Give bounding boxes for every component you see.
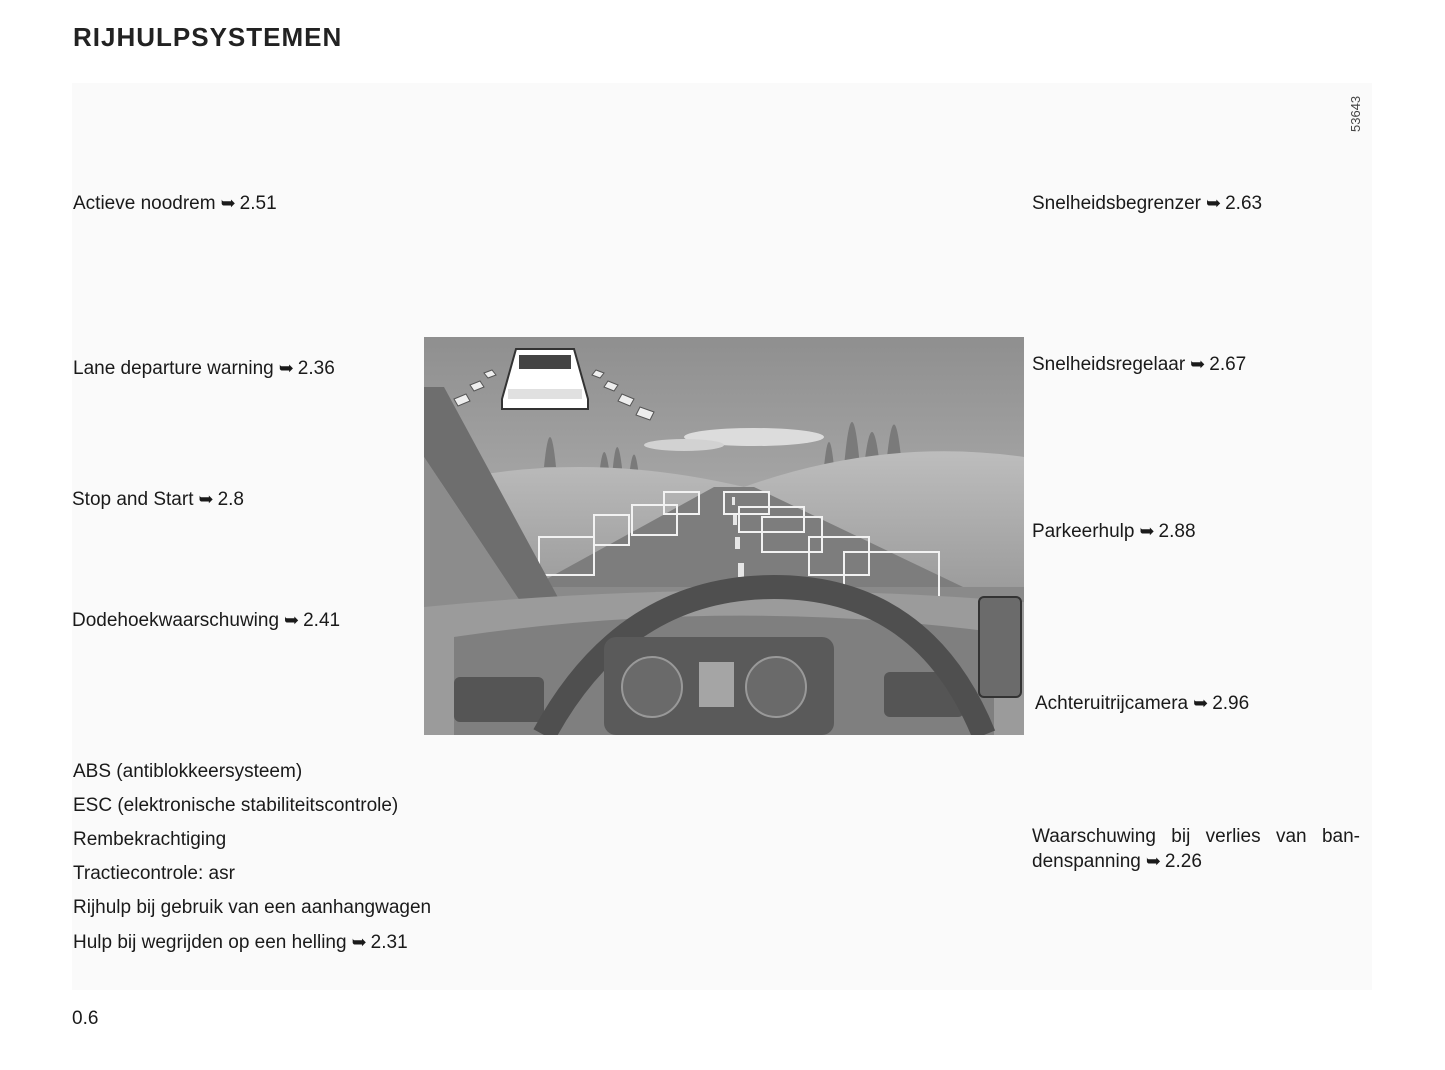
speedometer: [622, 657, 682, 717]
car-icon: [502, 349, 588, 409]
systems-list: [73, 755, 431, 960]
callout-label-line1: Waarschuwing bij verlies van ban-: [1032, 826, 1360, 847]
callout-page-ref: 2.41: [303, 610, 341, 631]
callout-label: Lane departure warning: [73, 358, 274, 379]
list-item: ABS (antiblokkeersysteem): [73, 761, 303, 782]
multimedia-screen: [979, 597, 1021, 697]
callout-lane-departure-warning[interactable]: [73, 358, 335, 380]
callout-active-emergency-brake[interactable]: [73, 193, 277, 215]
see-page-arrow-icon: ➥: [1206, 193, 1222, 213]
callout-page-ref: 2.26: [1164, 851, 1202, 872]
see-page-arrow-icon: ➥: [198, 489, 214, 509]
list-item: Rijhulp bij gebruik van een aanhangwagen: [73, 897, 432, 918]
callout-reversing-camera[interactable]: [1035, 693, 1249, 715]
callout-page-ref: 2.96: [1212, 693, 1250, 714]
callout-page-ref: 2.88: [1158, 521, 1196, 542]
callout-label-line2: denspanning: [1032, 851, 1141, 872]
callout-label: Parkeerhulp: [1032, 521, 1135, 542]
air-vent: [454, 677, 544, 722]
callout-label: Stop and Start: [72, 489, 194, 510]
callout-label: Dodehoekwaarschuwing: [72, 610, 280, 631]
callout-page-ref: 2.31: [370, 932, 408, 953]
callout-cruise-control[interactable]: [1032, 354, 1246, 376]
list-item: Rembekrachtiging: [73, 829, 227, 850]
cluster-display: [699, 662, 734, 707]
page-title: RIJHULPSYSTEMEN: [73, 22, 343, 52]
see-page-arrow-icon: ➥: [351, 932, 367, 952]
cloud: [644, 439, 724, 451]
callout-label: Achteruitrijcamera: [1035, 693, 1189, 714]
list-item-label: Hulp bij wegrijden op een helling: [73, 932, 347, 953]
tachometer: [746, 657, 806, 717]
callout-page-ref: 2.63: [1225, 193, 1263, 214]
callout-page-ref: 2.36: [297, 358, 335, 379]
see-page-arrow-icon: ➥: [1145, 851, 1161, 871]
callout-stop-and-start[interactable]: [72, 489, 244, 511]
dashboard-illustration: [424, 337, 1024, 735]
callout-parking-assist[interactable]: [1032, 521, 1196, 543]
see-page-arrow-icon: ➥: [1139, 521, 1155, 541]
callout-label: Actieve noodrem: [73, 193, 216, 214]
callout-label: Snelheidsregelaar: [1032, 354, 1186, 375]
list-item: Tractiecontrole: asr: [73, 863, 235, 884]
callout-label: Snelheidsbegrenzer: [1032, 193, 1202, 214]
see-page-arrow-icon: ➥: [284, 610, 300, 630]
list-item[interactable]: [73, 925, 431, 960]
see-page-arrow-icon: ➥: [1193, 693, 1209, 713]
callout-page-ref: 2.8: [217, 489, 244, 510]
callout-speed-limiter[interactable]: [1032, 193, 1262, 215]
page-number: 0.6: [72, 1008, 99, 1029]
callout-tyre-pressure-warning[interactable]: [1032, 825, 1360, 874]
figure-reference-number: 53643: [1348, 95, 1363, 132]
callout-blind-spot-warning[interactable]: [72, 610, 340, 632]
list-item: ESC (elektronische stabiliteitscontrole): [73, 795, 399, 816]
see-page-arrow-icon: ➥: [278, 358, 294, 378]
callout-page-ref: 2.67: [1209, 354, 1247, 375]
see-page-arrow-icon: ➥: [1190, 354, 1206, 374]
callout-page-ref: 2.51: [239, 193, 277, 214]
see-page-arrow-icon: ➥: [220, 193, 236, 213]
